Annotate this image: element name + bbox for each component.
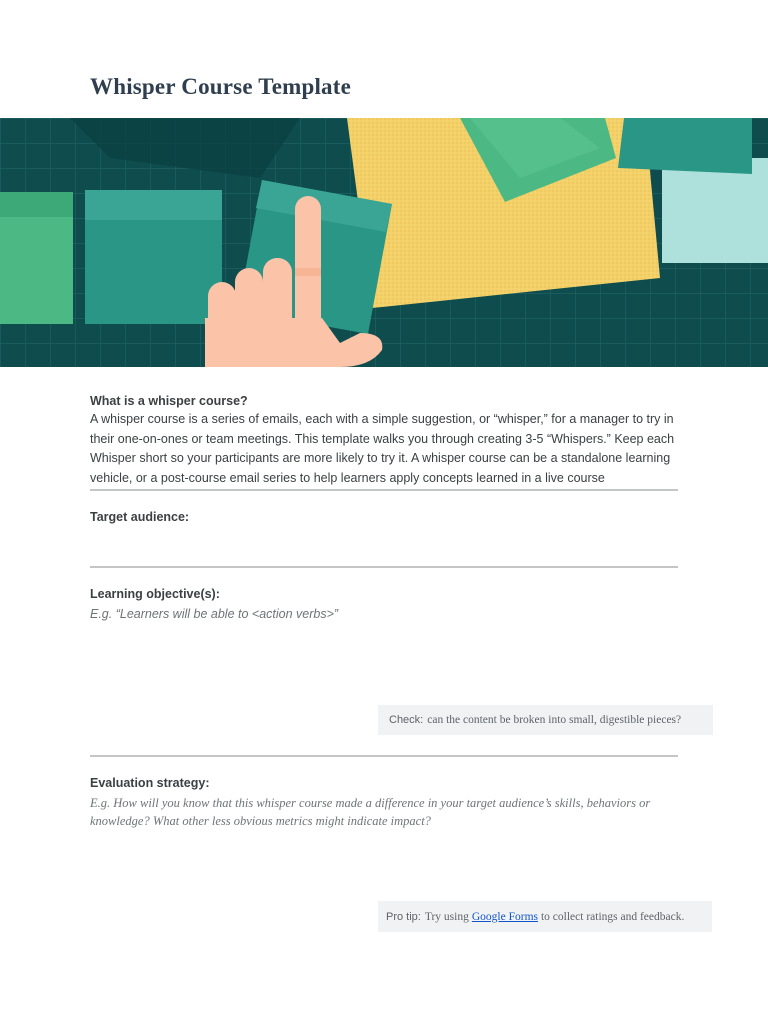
- pro-tip-after: to collect ratings and feedback.: [540, 910, 685, 923]
- divider-3: [90, 755, 678, 757]
- evaluation-hint: E.g. How will you know that this whisper course made a difference in your target audience’s skills, behaviors or knowledge? What other less obvious metrics might indicate impact?: [90, 796, 651, 828]
- evaluation-heading: Evaluation strategy:: [90, 776, 210, 790]
- pro-tip-label: Pro tip:: [386, 910, 421, 923]
- hero-illustration: [0, 118, 768, 367]
- pro-tip-note: [378, 901, 712, 932]
- check-label: Check:: [389, 714, 424, 726]
- google-forms-link[interactable]: Google Forms: [471, 910, 538, 923]
- evaluation-section: [90, 776, 670, 830]
- audience-heading: Target audience:: [90, 510, 190, 524]
- sticky-note-light-right: [662, 158, 768, 263]
- objectives-hint: E.g. “Learners will be able to <action verbs>”: [90, 607, 339, 621]
- pro-tip-before: Try using: [424, 910, 469, 923]
- objectives-section: [90, 587, 690, 623]
- intro-heading: What is a whisper course?: [90, 394, 248, 408]
- audience-section: [90, 510, 690, 524]
- intro-section: [90, 394, 690, 488]
- objectives-heading: Learning objective(s):: [90, 587, 220, 601]
- check-text: can the content be broken into small, digestible pieces?: [427, 714, 682, 726]
- intro-text: A whisper course is a series of emails, each with a simple suggestion, or “whisper,” for a manager to try in their one-on-ones or team meetings. This template walks you through creating 3-5 “Whispers.” Keep each Whisper short so your participants are more likely to try it. A whisper course can be a standalone learning vehicle, or a post-course email series to help learners apply concepts learned in a live course: [90, 412, 675, 485]
- divider-1: [90, 489, 678, 491]
- check-note: [378, 705, 713, 735]
- document-title: Whisper Course Template: [90, 74, 352, 99]
- sticky-note-teal-right: [618, 118, 752, 174]
- divider-2: [90, 566, 678, 568]
